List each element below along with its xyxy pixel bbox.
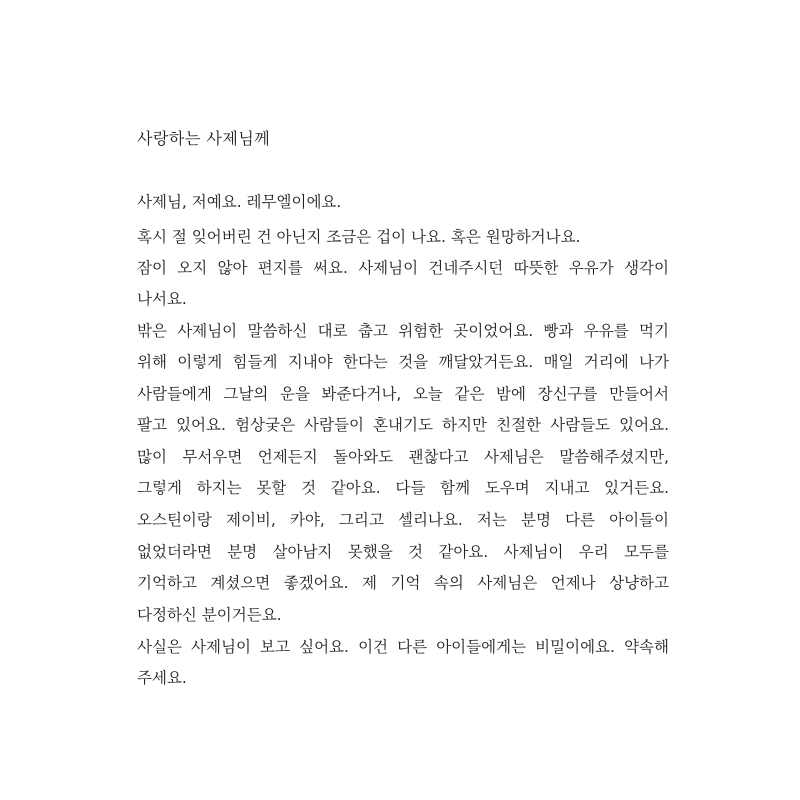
letter-line: 밖은 사제님이 말씀하신 대로 춥고 위험한 곳이었어요. 빵과 우유를 먹기 (137, 322, 669, 340)
letter-line: 그렇게 하지는 못할 것 같아요. 다들 함께 도우며 지내고 있거든요. (137, 479, 669, 497)
letter-line: 없었더라면 분명 살아남지 못했을 것 같아요. 사제님이 우리 모두를 (137, 543, 669, 561)
letter-title: 사랑하는 사제님께 (137, 129, 271, 148)
letter-line: 많이 무서우면 언제든지 돌아와도 괜찮다고 사제님은 말씀해주셨지만, (137, 448, 669, 466)
letter-line: 오스틴이랑 제이비, 카야, 그리고 셀리나요. 저는 분명 다른 아이들이 (137, 511, 669, 529)
letter-line: 팔고 있어요. 험상궂은 사람들이 혼내기도 하지만 친절한 사람들도 있어요. (137, 416, 669, 434)
letter-line: 사제님, 저예요. 레무엘이에요. (137, 193, 342, 211)
letter-line: 다정하신 분이거든요. (137, 606, 282, 624)
letter-line: 나서요. (137, 290, 187, 308)
letter-line: 주세요. (137, 669, 187, 687)
letter-line: 위해 이렇게 힘들게 지내야 한다는 것을 깨달았거든요. 매일 거리에 나가 (137, 353, 669, 371)
letter-line: 사람들에게 그날의 운을 봐준다거나, 오늘 같은 밤에 장신구를 만들어서 (137, 385, 669, 403)
letter-line: 잠이 오지 않아 편지를 써요. 사제님이 건네주시던 따뜻한 우유가 생각이 (137, 259, 669, 277)
letter-line: 기억하고 계셨으면 좋겠어요. 제 기억 속의 사제님은 언제나 상냥하고 (137, 574, 669, 592)
letter-line: 사실은 사제님이 보고 싶어요. 이건 다른 아이들에게는 비밀이에요. 약속해 (137, 638, 669, 656)
letter-line: 혹시 절 잊어버린 건 아닌지 조금은 겁이 나요. 혹은 원망하거나요. (137, 228, 581, 246)
